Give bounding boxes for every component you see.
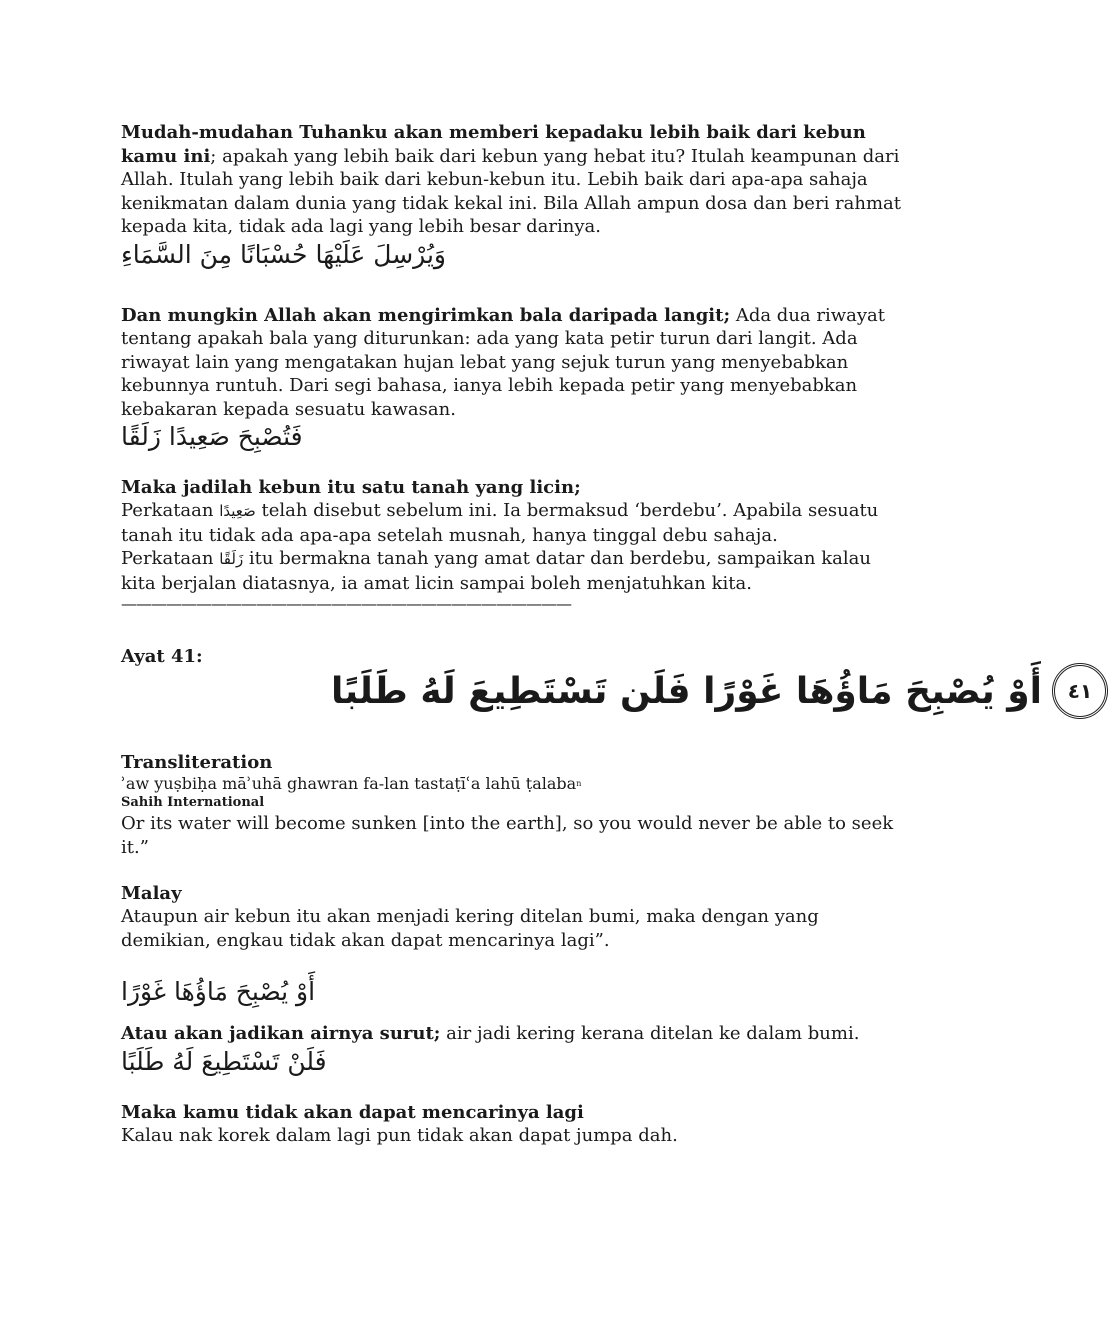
section3-heading: Maka jadilah kebun itu satu tanah yang licin; (121, 477, 581, 498)
section3-line1-text: telah disebut sebelum ini. Ia bermaksud ‘berdebu’. Apabila sesuatu tanah itu tidak ada apa-apa setelah musnah, hanya tinggal debu sahaja. (121, 500, 879, 546)
section2-paragraph (121, 304, 911, 422)
section1-arabic-verse: وَيُرْسِلَ عَلَيْهَا حُسْبَانًا مِنَ السَّمَاءِ (121, 239, 446, 269)
section3-line1-prefix: Perkataan (121, 500, 220, 521)
section2-arabic-verse: فَتُصْبِحَ صَعِيدًا زَلَقًا (121, 422, 303, 451)
section3-line2-arabic-word: زَلَقًا (219, 550, 244, 568)
section5-arabic-verse: فَلَنْ تَسْتَطِيعَ لَهُ طَلَبًا (121, 1046, 327, 1076)
horizontal-rule-dashes: —————————————————————————————— (121, 594, 571, 613)
transliteration-heading: Transliteration (121, 752, 273, 773)
section3-line2-text: itu bermakna tanah yang amat datar dan berdebu, sampaikan kalau kita berjalan diatasnya, ia amat licin sampai boleh menjatuhkan kita. (121, 548, 871, 594)
section4-arabic-verse: أَوْ يُصْبِحَ مَاؤُهَا غَوْرًا (121, 977, 316, 1006)
section5-bold-text: Atau akan jadikan airnya surut; (121, 1023, 441, 1044)
section6-heading: Maka kamu tidak akan dapat mencarinya lagi (121, 1101, 584, 1123)
ayat-arabic-calligraphy (331, 656, 1093, 726)
section3-line2-prefix: Perkataan (121, 548, 220, 569)
section3-line1 (121, 499, 911, 547)
sahih-heading: Sahih International (121, 795, 265, 810)
section1-bold-text: Mudah-mudahan Tuhanku akan memberi kepadaku lebih baik dari kebun kamu ini (121, 122, 866, 167)
malay-translation: Ataupun air kebun itu akan menjadi kering ditelan bumi, maka dengan yang demikian, engkau tidak akan dapat mencarinya lagi”. (121, 906, 819, 951)
section5-paragraph (121, 1022, 911, 1046)
section6-text: Kalau nak korek dalam lagi pun tidak akan dapat jumpa dah. (121, 1124, 678, 1146)
section5-body-text: air jadi kering kerana ditelan ke dalam bumi. (440, 1023, 860, 1044)
malay-heading: Malay (121, 883, 182, 904)
section2-body-text: Ada dua riwayat tentang apakah bala yang diturunkan: ada yang kata petir turun dari langit. Ada riwayat lain yang mengatakan hujan lebat yang sejuk turun yang menyebabkan kebunnya runtuh. Dari segi bahasa, ianya lebih kepada petir yang menyebabkan kebakaran kepada sesuatu kawasan. (121, 304, 885, 420)
ayat-label: Ayat 41: (121, 646, 203, 667)
transliteration-text (121, 774, 911, 794)
transliteration-body: ʾaw yuṣbiḥa māʾuhā ghawran fa-lan tastaṭīʿa lahū ṭalaba (121, 774, 577, 793)
ayat-arabic-text: أَوْ يُصْبِحَ مَاؤُهَا غَوْرًا فَلَن تَسْتَطِيعَ لَهُ طَلَبًا (331, 670, 1042, 712)
section1-paragraph (121, 121, 911, 239)
transliteration-mark: n (576, 779, 582, 788)
sahih-translation: Or its water will become sunken [into the earth], so you would never be able to seek it.” (121, 813, 894, 858)
section1-body-text: ; apakah yang lebih baik dari kebun yang hebat itu? Itulah keampunan dari Allah. Itulah yang lebih baik dari kebun-kebun itu. Lebih baik dari apa-apa sahaja kenikmatan dalam dunia yang tidak kekal ini. Bila Allah ampun dosa dan beri rahmat kepada kita, tidak ada lagi yang lebih besar darinya. (121, 145, 902, 237)
section3-line2 (121, 547, 911, 595)
ayat-row (121, 646, 1093, 738)
section3-line1-arabic-word: صَعِيدًا (219, 502, 256, 520)
section2-bold-text: Dan mungkin Allah akan mengirimkan bala daripada langit; (121, 304, 731, 326)
document-page (121, 121, 1093, 1147)
ayat-number-marker: ٤١ (1052, 663, 1108, 719)
